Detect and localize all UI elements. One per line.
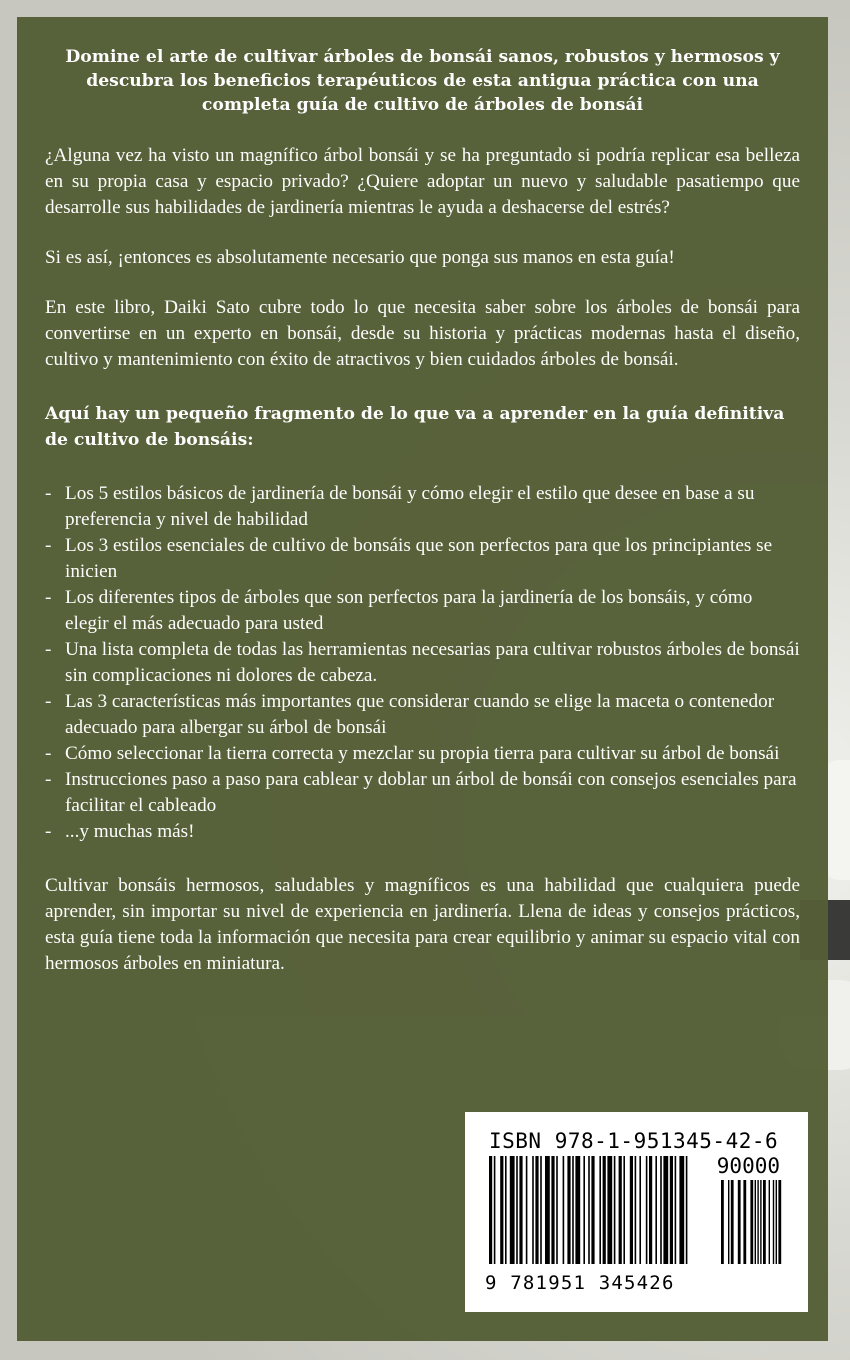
barcode-bar bbox=[599, 1156, 601, 1264]
addon-bar bbox=[757, 1180, 758, 1264]
addon-bar bbox=[721, 1180, 724, 1264]
addon-bar bbox=[778, 1180, 781, 1264]
barcode-bar bbox=[635, 1156, 637, 1264]
barcode-bar bbox=[540, 1156, 542, 1264]
barcode-bar bbox=[500, 1156, 503, 1264]
barcode-bar bbox=[679, 1156, 684, 1264]
barcode-bar bbox=[660, 1156, 662, 1264]
isbn-label: ISBN 978-1-951345-42-6 bbox=[489, 1129, 779, 1153]
addon-bar bbox=[743, 1180, 746, 1264]
list-item: - ...y muchas más! bbox=[45, 819, 800, 845]
barcode-bar bbox=[591, 1156, 594, 1264]
price-code: 90000 bbox=[716, 1154, 780, 1178]
headline: Domine el arte de cultivar árboles de bonsái sanos, robustos y hermosos y descubra los beneficios terapéuticos de esta antigua práctica con una completa guía de cultivo de árboles de bonsái bbox=[65, 47, 780, 115]
barcode-bar bbox=[603, 1156, 606, 1264]
ean-digits: 9 781951 345426 bbox=[485, 1272, 675, 1294]
barcode-bar bbox=[551, 1156, 554, 1264]
addon-bar bbox=[760, 1180, 761, 1264]
addon-bar bbox=[776, 1180, 777, 1264]
closing-paragraph: Cultivar bonsáis hermosos, saludables y magníficos es una habilidad que cualquiera puede aprender, sin importar su nivel de experiencia en jardinería. Llena de ideas y consejos prácticos, esta guía tiene toda la información que necesita para crear equilibrio y animar su espacio vital con hermosos árboles en miniatura. bbox=[45, 875, 800, 974]
addon-bar bbox=[738, 1180, 741, 1264]
list-dash: - bbox=[45, 587, 52, 608]
barcode-bar bbox=[663, 1156, 668, 1264]
barcode-bar bbox=[583, 1156, 585, 1264]
barcode-bar bbox=[575, 1156, 580, 1264]
list-item: - Las 3 características más importantes que considerar cuando se elige la maceta o contenedor adecuado para albergar su árbol de bonsái bbox=[45, 691, 775, 738]
list-dash: - bbox=[45, 743, 52, 764]
addon-bar bbox=[763, 1180, 766, 1264]
barcode-bar bbox=[505, 1156, 507, 1264]
addon-bar bbox=[773, 1180, 774, 1264]
barcode-bar bbox=[572, 1156, 574, 1264]
barcode-bar bbox=[614, 1156, 616, 1264]
barcode-bar bbox=[545, 1156, 550, 1264]
list-item: - Instrucciones paso a paso para cablear y doblar un árbol de bonsái con consejos esenciales para facilitar el cableado bbox=[45, 769, 797, 816]
list-dash: - bbox=[45, 639, 52, 660]
subheading: Aquí hay un pequeño fragmento de lo que va a aprender en la guía definitiva de cultivo de bonsáis: bbox=[45, 404, 785, 450]
barcode-bar bbox=[519, 1156, 522, 1264]
barcode-bar bbox=[655, 1156, 657, 1264]
barcode-bar bbox=[619, 1156, 622, 1264]
barcode-bar bbox=[630, 1156, 633, 1264]
list-dash: - bbox=[45, 535, 52, 556]
addon-bar bbox=[769, 1180, 770, 1264]
barcode-bar bbox=[532, 1156, 534, 1264]
barcode-bar bbox=[489, 1156, 492, 1264]
intro-paragraph: Si es así, ¡entonces es absolutamente necesario que ponga sus manos en esta guía! bbox=[45, 247, 675, 268]
intro-paragraph: ¿Alguna vez ha visto un magnífico árbol bonsái y se ha preguntado si podría replicar esa belleza en su propia casa y espacio privado? ¿Quiere adoptar un nuevo y saludable pasatiempo que desarrolle sus habilidades de jardinería mientras le ayuda a deshacerse del estrés? bbox=[45, 145, 800, 218]
barcode-bar bbox=[494, 1156, 496, 1264]
barcode-bar bbox=[510, 1156, 515, 1264]
list-dash: - bbox=[45, 769, 52, 790]
list-item: - Cómo seleccionar la tierra correcta y mezclar su propia tierra para cultivar su árbol de bonsái bbox=[45, 741, 800, 767]
barcode-bar bbox=[686, 1156, 688, 1264]
addon-bar bbox=[731, 1180, 734, 1264]
list-item: - Los diferentes tipos de árboles que son perfectos para la jardinería de los bonsáis, y cómo elegir el más adecuado para usted bbox=[45, 587, 753, 634]
list-dash: - bbox=[45, 821, 52, 842]
addon-bar bbox=[728, 1180, 729, 1264]
barcode-bar bbox=[649, 1156, 652, 1264]
barcode-bar bbox=[588, 1156, 590, 1264]
list-dash: - bbox=[45, 691, 52, 712]
barcode-bar bbox=[623, 1156, 625, 1264]
barcode-bar bbox=[526, 1156, 528, 1264]
addon-bar bbox=[750, 1180, 753, 1264]
list-dash: - bbox=[45, 483, 52, 504]
barcode-bar bbox=[563, 1156, 565, 1264]
intro-paragraph: En este libro, Daiki Sato cubre todo lo que necesita saber sobre los árboles de bonsái para convertirse en un experto en bonsái, desde su historia y prácticas modernas hasta el diseño, cultivo y mantenimiento con éxito de atractivos y bien cuidados árboles de bonsái. bbox=[45, 297, 800, 370]
barcode-bar bbox=[556, 1156, 558, 1264]
barcode-bar bbox=[670, 1156, 673, 1264]
feature-list bbox=[45, 481, 800, 845]
barcode-bar bbox=[567, 1156, 570, 1264]
list-item: - Los 5 estilos básicos de jardinería de bonsái y cómo elegir el estilo que desee en base a su preferencia y nivel de habilidad bbox=[45, 483, 755, 530]
barcode-bar bbox=[646, 1156, 648, 1264]
list-item: - Los 3 estilos esenciales de cultivo de bonsáis que son perfectos para que los principiantes se inicien bbox=[45, 535, 773, 582]
barcode-bar bbox=[639, 1156, 641, 1264]
barcode-bar bbox=[607, 1156, 612, 1264]
barcode-bar bbox=[516, 1156, 518, 1264]
addon-bar bbox=[755, 1180, 756, 1264]
barcode-bar bbox=[675, 1156, 677, 1264]
barcode-bars bbox=[489, 1156, 784, 1272]
list-item: - Una lista completa de todas las herramientas necesarias para cultivar robustos árboles de bonsái sin complicaciones ni dolores de cabeza. bbox=[45, 639, 800, 686]
barcode-bar bbox=[535, 1156, 538, 1264]
barcode-box bbox=[465, 1112, 808, 1312]
